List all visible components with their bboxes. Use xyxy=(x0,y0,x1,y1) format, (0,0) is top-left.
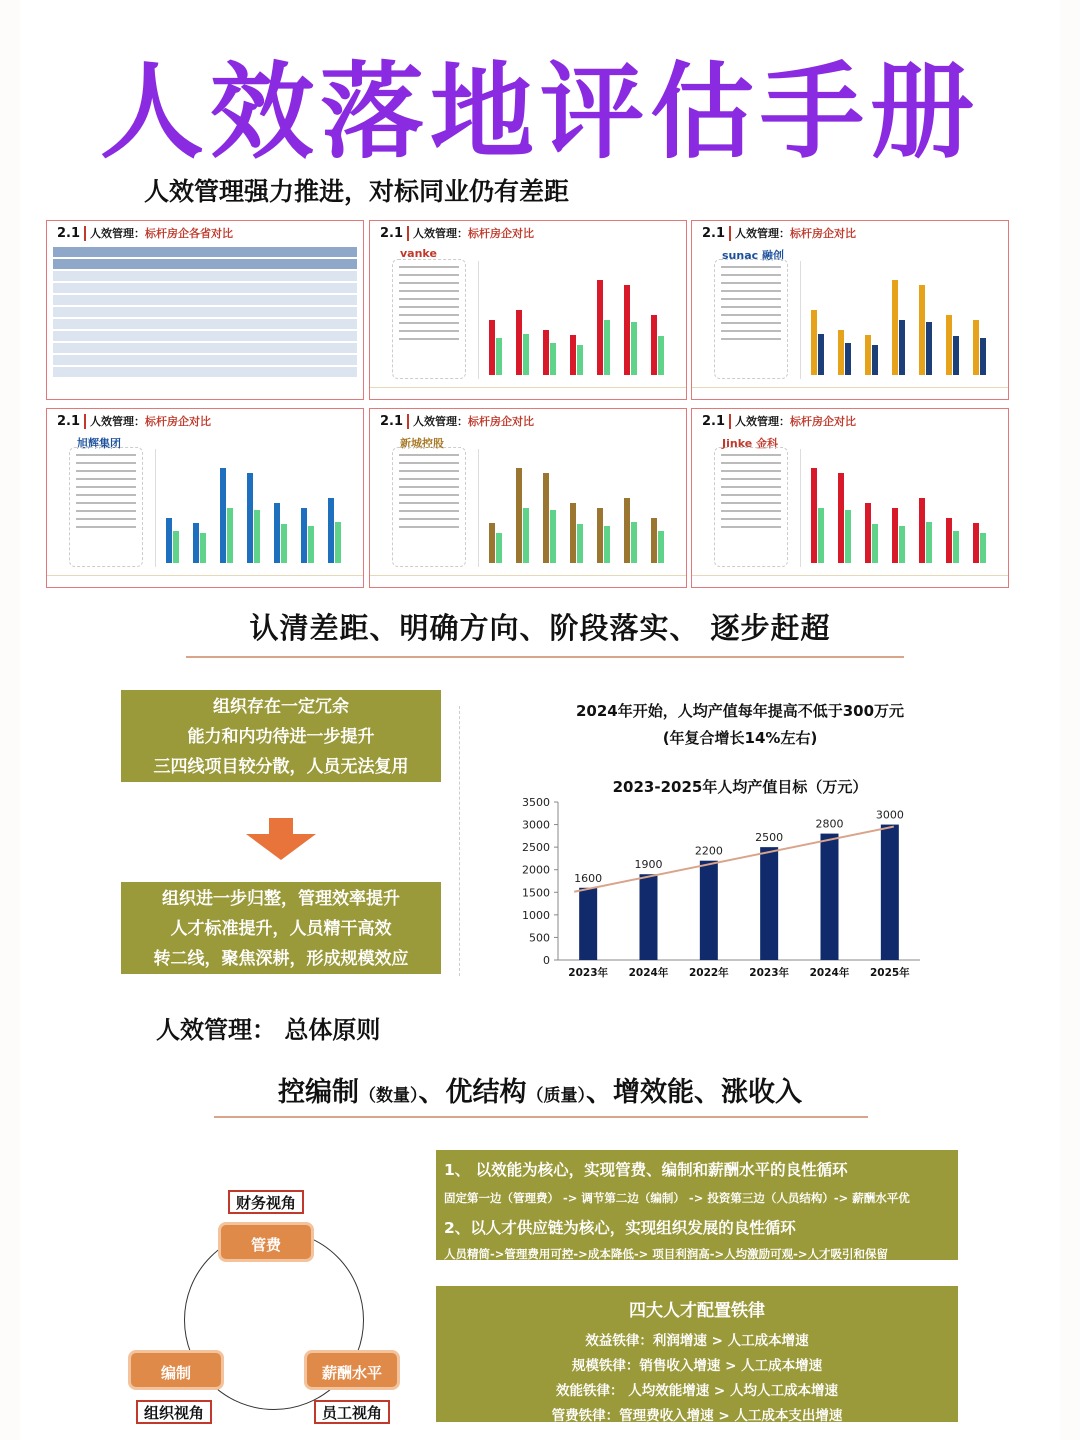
chart-intro-line: (年复合增长14%左右) xyxy=(662,729,818,747)
mini-bar xyxy=(658,336,664,375)
current-state-line: 三四线项目较分散，人员无法复用 xyxy=(153,757,409,777)
mini-bar xyxy=(543,473,549,563)
mini-bar xyxy=(308,526,314,563)
company-logo: 旭辉集团 xyxy=(77,437,121,450)
mini-bar xyxy=(631,322,637,375)
mini-bar xyxy=(489,320,495,375)
cycle-line-1: 1、 以效能为核心，实现管费、编制和薪酬水平的良性循环 xyxy=(444,1161,848,1179)
company-logo: 新城控股 xyxy=(400,437,444,450)
rule-item: 效能铁律： 人均效能增速 > 人均人工成本增速 xyxy=(556,1383,838,1399)
mini-bar xyxy=(328,498,334,563)
target-state-box xyxy=(121,882,441,974)
mini-bar xyxy=(550,510,556,563)
mini-bar xyxy=(166,518,172,563)
mini-bar xyxy=(570,503,576,563)
mini-bar xyxy=(953,531,959,563)
mini-bar xyxy=(624,285,630,375)
mini-bar-chart xyxy=(478,261,678,379)
mini-bar xyxy=(577,524,583,563)
target-bar-chart xyxy=(510,796,940,986)
mini-bar xyxy=(658,531,664,563)
data-label: 3000 xyxy=(875,808,904,822)
mini-bar-chart xyxy=(800,261,1000,379)
x-tick-label: 2022年 xyxy=(688,967,729,979)
mini-bar xyxy=(254,510,260,563)
data-label: 2800 xyxy=(815,817,844,831)
company-logo: vanke xyxy=(400,247,437,260)
mini-bar xyxy=(489,523,495,563)
x-tick-label: 2024年 xyxy=(809,967,850,979)
bar xyxy=(640,874,658,960)
mini-bar xyxy=(301,508,307,563)
bar xyxy=(821,834,839,960)
mini-bar xyxy=(926,322,932,375)
mini-bar xyxy=(973,523,979,563)
mini-bar xyxy=(872,524,878,563)
cycle-line-2: 2、以人才供应链为核心，实现组织发展的良性循环 xyxy=(444,1219,796,1237)
principle-part-note: （质量） xyxy=(526,1086,586,1106)
slide-thumbnail[interactable] xyxy=(46,408,364,588)
finance-view-label: 财务视角 xyxy=(228,1190,304,1214)
mini-bar xyxy=(496,338,502,375)
mini-bar-chart xyxy=(800,449,1000,567)
y-tick-label: 0 xyxy=(543,954,550,967)
mini-bar xyxy=(173,531,179,563)
mini-bar xyxy=(845,510,851,563)
mini-bar xyxy=(899,320,905,375)
org-view-label: 组织视角 xyxy=(136,1400,212,1424)
mini-bar xyxy=(523,334,529,375)
slide-text-box xyxy=(392,259,466,379)
data-label: 2500 xyxy=(755,831,784,845)
divider xyxy=(214,1116,868,1118)
target-state-line: 组织进一步归整，管理效率提升 xyxy=(162,889,400,909)
mini-bar xyxy=(496,533,502,563)
mini-bar xyxy=(200,533,206,563)
chart-title: 2023-2025年人均产值目标（万元） xyxy=(612,778,868,796)
principle-part: 优结构 xyxy=(445,1077,527,1108)
mini-bar xyxy=(543,330,549,375)
slide-text-box xyxy=(69,447,143,567)
y-tick-label: 3500 xyxy=(522,796,550,809)
principle-separator: 、 xyxy=(418,1077,446,1108)
current-state-line: 能力和内功待进一步提升 xyxy=(187,727,375,747)
dashed-divider xyxy=(459,706,460,976)
mini-bar xyxy=(516,310,522,375)
mini-bar xyxy=(946,518,952,563)
y-tick-label: 2000 xyxy=(522,863,550,877)
slide-text-box xyxy=(714,259,788,379)
main-title: 人效落地评估手册 xyxy=(99,51,980,173)
mini-bar-chart xyxy=(478,449,678,567)
mini-bar xyxy=(597,508,603,563)
mini-bar xyxy=(926,522,932,563)
mini-bar xyxy=(604,320,610,375)
mini-bar xyxy=(865,503,871,563)
data-label: 2200 xyxy=(694,844,723,858)
mini-bar xyxy=(973,320,979,375)
current-state-line: 组织存在一定冗余 xyxy=(213,697,349,717)
rules-title: 四大人才配置铁律 xyxy=(629,1301,765,1321)
bar xyxy=(700,861,718,960)
cycle-line-1-detail: 固定第一边（管理费） -> 调节第二边（编制） -> 投资第三边（人员结构）-> 薪酬水平优 xyxy=(444,1191,910,1205)
cycle-info-box xyxy=(436,1150,958,1260)
employee-view-label: 员工视角 xyxy=(314,1400,390,1424)
x-tick-label: 2024年 xyxy=(628,967,669,979)
mini-bar xyxy=(624,498,630,563)
mini-bar xyxy=(811,310,817,375)
rule-item: 效益铁律：利润增速 > 人工成本增速 xyxy=(585,1333,809,1349)
mini-bar xyxy=(811,468,817,563)
mini-bar xyxy=(865,335,871,375)
mini-bar xyxy=(651,315,657,375)
bar xyxy=(579,888,597,960)
mini-bar xyxy=(651,518,657,563)
slide-heading: 2.1 人效管理：标杆房企对比 xyxy=(380,226,535,241)
mini-bar xyxy=(892,280,898,375)
rules-info-box xyxy=(436,1286,958,1422)
mini-bar xyxy=(899,526,905,563)
mini-bar xyxy=(597,280,603,375)
y-tick-label: 2500 xyxy=(522,841,550,855)
slogan: 认清差距、明确方向、阶段落实、 逐步赶超 xyxy=(249,611,831,645)
x-tick-label: 2023年 xyxy=(749,967,790,979)
slide-heading: 2.1 人效管理：标杆房企对比 xyxy=(380,414,535,429)
slide-table xyxy=(53,247,357,395)
data-label: 1600 xyxy=(574,871,603,885)
mini-bar xyxy=(631,522,637,563)
mini-bar xyxy=(281,524,287,563)
y-tick-label: 3000 xyxy=(522,818,550,832)
divider xyxy=(186,656,904,658)
mini-bar xyxy=(550,343,556,375)
bar xyxy=(760,847,778,960)
principle-part: 控编制 xyxy=(278,1077,359,1108)
subtitle: 人效管理强力推进，对标同业仍有差距 xyxy=(144,177,570,206)
mini-bar xyxy=(980,533,986,563)
down-arrow-icon xyxy=(246,818,316,860)
rule-item: 管费铁律：管理费收入增速 > 人工成本支出增速 xyxy=(551,1408,843,1424)
loop-node-salary: 薪酬水平 xyxy=(304,1350,400,1390)
mini-bar xyxy=(220,468,226,563)
trend-line xyxy=(574,827,894,892)
target-state-line: 转二线，聚焦深耕，形成规模效应 xyxy=(153,949,409,969)
company-logo: Jinke 金科 xyxy=(722,437,779,450)
mini-bar-chart xyxy=(155,449,355,567)
principle-part-note: （数量） xyxy=(359,1086,419,1106)
slide-heading: 2.1 人效管理：标杆房企对比 xyxy=(702,414,857,429)
y-tick-label: 1500 xyxy=(522,886,550,900)
loop-node-management-fee: 管费 xyxy=(218,1222,314,1262)
slide-thumbnail[interactable] xyxy=(369,408,687,588)
mini-bar xyxy=(946,315,952,375)
data-label: 1900 xyxy=(634,858,663,872)
company-logo: sunac 融创 xyxy=(722,249,784,262)
mini-bar xyxy=(818,508,824,563)
current-state-box xyxy=(121,690,441,782)
x-tick-label: 2025年 xyxy=(869,967,910,979)
slide-text-box xyxy=(714,447,788,567)
mini-bar xyxy=(919,285,925,375)
mini-bar xyxy=(919,498,925,563)
y-tick-label: 500 xyxy=(529,931,550,945)
slide-text-box xyxy=(392,447,466,567)
slide-thumbnail[interactable] xyxy=(369,220,687,400)
slide-heading: 2.1 人效管理：标杆房企对比 xyxy=(702,226,857,241)
mini-bar xyxy=(227,508,233,563)
mini-bar xyxy=(980,338,986,375)
chart-intro-line: 2024年开始，人均产值每年提高不低于300万元 xyxy=(575,702,905,720)
mini-bar xyxy=(193,523,199,563)
y-tick-label: 1000 xyxy=(522,908,550,922)
mini-bar xyxy=(577,345,583,375)
slide-thumbnail[interactable] xyxy=(46,220,364,400)
slide-thumbnail[interactable] xyxy=(691,408,1009,588)
mini-bar xyxy=(335,522,341,563)
mini-bar xyxy=(516,468,522,563)
x-tick-label: 2023年 xyxy=(568,967,609,979)
target-state-line: 人才标准提升，人员精干高效 xyxy=(170,919,392,939)
mini-bar xyxy=(570,335,576,375)
slide-thumbnails xyxy=(46,220,1010,590)
mini-bar xyxy=(838,330,844,375)
mini-bar xyxy=(838,473,844,563)
mini-bar xyxy=(818,334,824,375)
mini-bar xyxy=(274,503,280,563)
loop-node-headcount: 编制 xyxy=(128,1350,224,1390)
mini-bar xyxy=(872,345,878,375)
slide-heading: 2.1 人效管理：标杆房企各省对比 xyxy=(57,226,234,241)
cycle-line-2-detail: 人员精简->管理费用可控->成本降低-> 项目利润高->人均激励可观->人才吸引和保留 xyxy=(444,1247,889,1261)
slide-thumbnail[interactable] xyxy=(691,220,1009,400)
mini-bar xyxy=(604,526,610,563)
principle-line xyxy=(0,1070,1080,1109)
rule-item: 规模铁律：销售收入增速 > 人工成本增速 xyxy=(571,1358,823,1374)
mini-bar xyxy=(953,336,959,375)
mini-bar xyxy=(523,508,529,563)
mini-bar xyxy=(892,508,898,563)
principle-heading: 人效管理： 总体原则 xyxy=(156,1016,381,1044)
bar xyxy=(881,825,899,960)
principle-part: 、增效能、涨收入 xyxy=(586,1077,802,1108)
mini-bar xyxy=(845,343,851,375)
mini-bar xyxy=(247,473,253,563)
slide-heading: 2.1 人效管理：标杆房企对比 xyxy=(57,414,212,429)
